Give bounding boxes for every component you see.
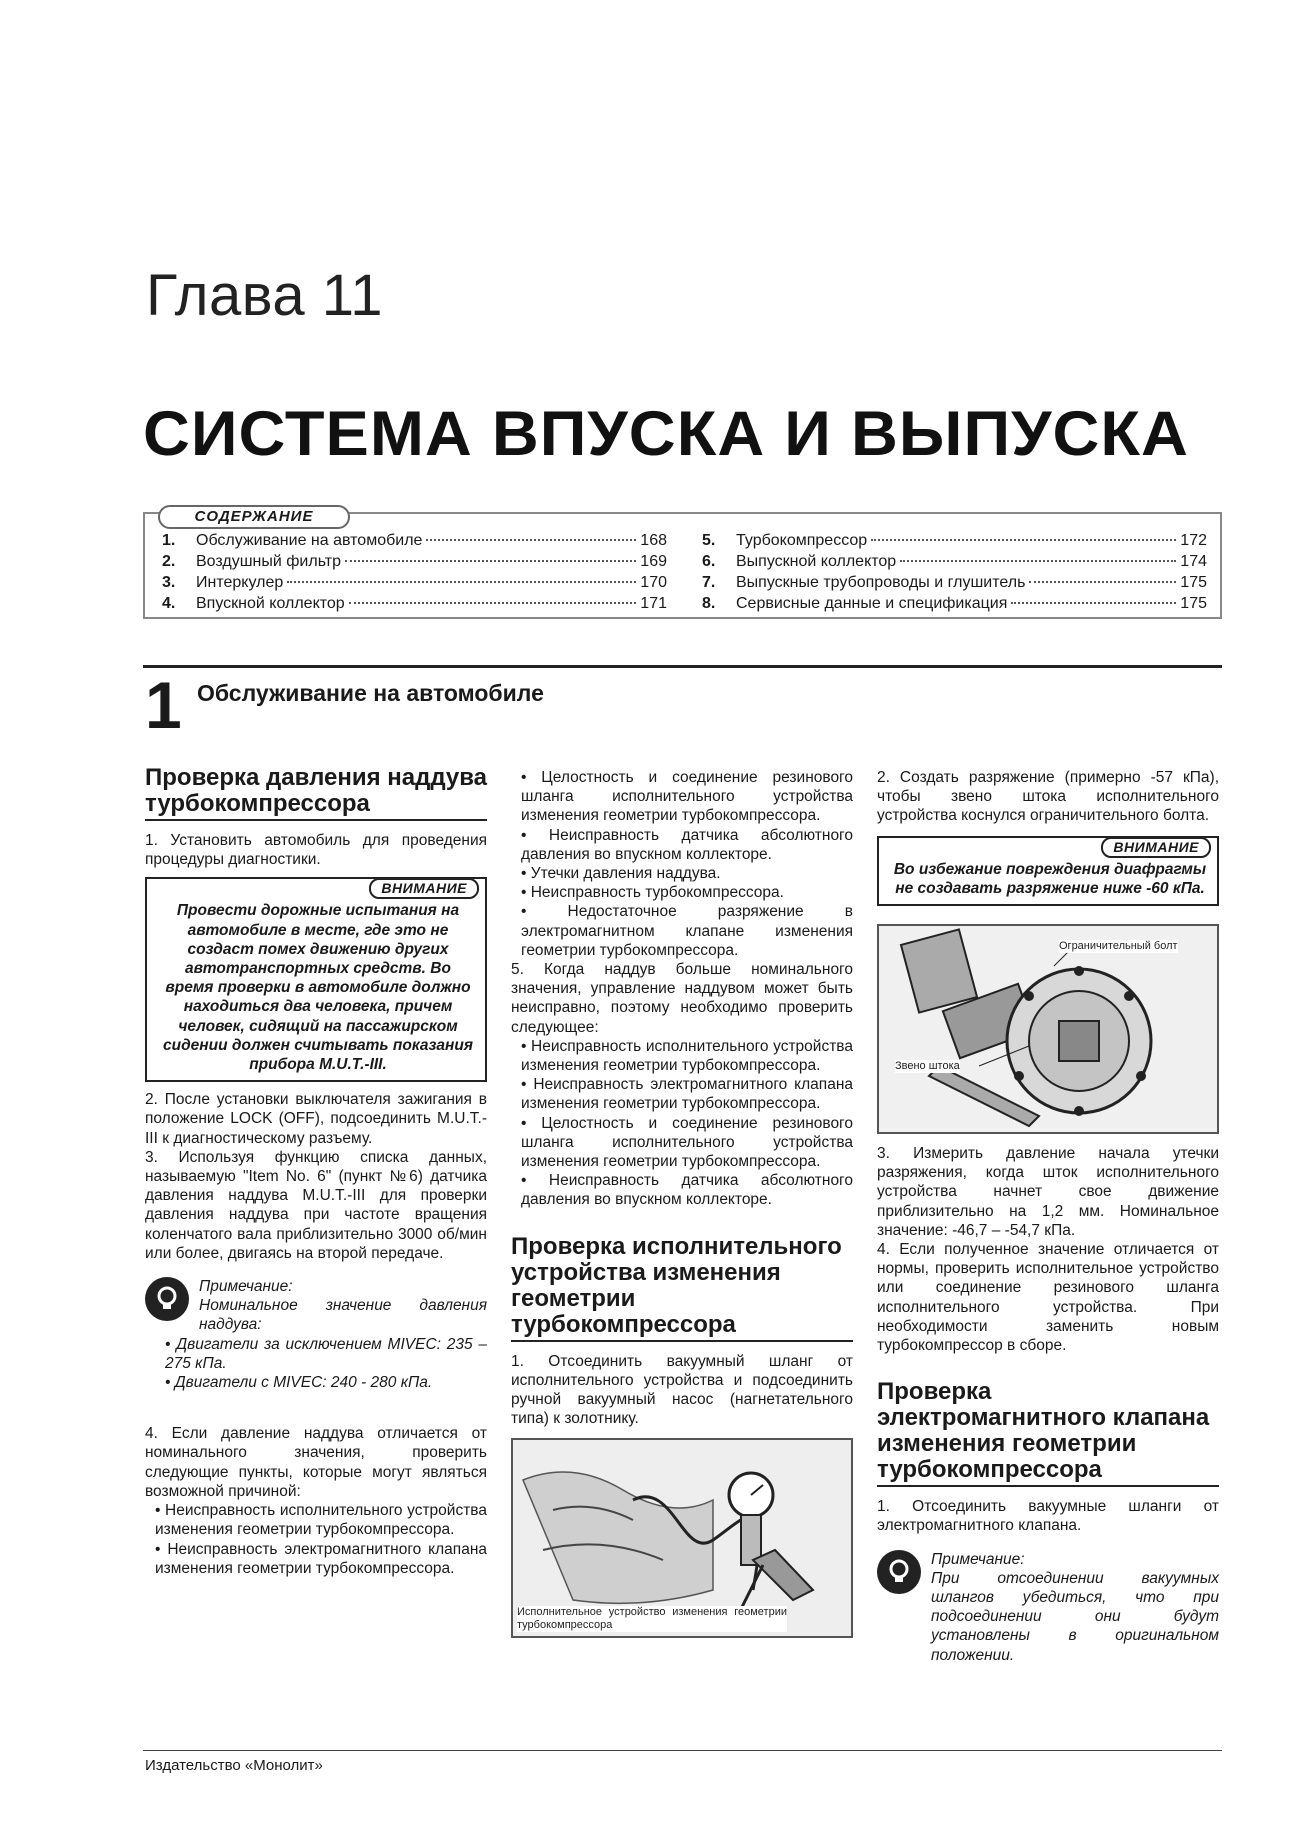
toc-dots xyxy=(1011,602,1176,604)
toc-item[interactable] xyxy=(702,551,1207,572)
toc-page: 175 xyxy=(1180,595,1207,612)
col2-heading: Проверка исполнительного устройства изменения геометрии турбокомпрессора xyxy=(511,1232,842,1338)
note-title: Примечание: xyxy=(931,1550,1025,1568)
toc-num: 7. xyxy=(702,574,716,591)
toc-heading: СОДЕРЖАНИЕ xyxy=(158,505,350,529)
toc-page: 169 xyxy=(640,553,667,570)
col1-bullet: • Неисправность исполнительного устройства изменения геометрии турбокомпрессора. xyxy=(155,1502,487,1539)
column-1 xyxy=(145,765,487,1578)
col2-bullet: • Неисправность датчика абсолютного давления во впускном коллекторе. xyxy=(521,1172,853,1209)
section-number: 1 xyxy=(145,668,182,742)
toc-dots xyxy=(345,560,636,562)
col3-heading: Проверка электромагнитного клапана изменения геометрии турбокомпрессора xyxy=(877,1378,1210,1484)
col2-bullet: • Неисправность датчика абсолютного давления во впускном коллекторе. xyxy=(521,826,853,863)
footer-rule xyxy=(143,1750,1222,1751)
lightbulb-icon xyxy=(877,1550,921,1594)
toc-left-column xyxy=(162,530,667,614)
toc-page: 168 xyxy=(640,532,667,549)
note-content xyxy=(199,1277,487,1335)
lightbulb-icon xyxy=(145,1277,189,1321)
footer-publisher: Издательство «Монолит» xyxy=(145,1757,323,1774)
col2-bullet: • Целостность и соединение резинового шланга исполнительного устройства изменения геометрии турбокомпрессора. xyxy=(521,769,853,825)
col1-p1: 1. Установить автомобиль для проведения процедуры диагностики. xyxy=(145,832,487,869)
toc-item[interactable] xyxy=(162,572,667,593)
col2-bullet: • Целостность и соединение резинового шланга исполнительного устройства изменения геометрии турбокомпрессора. xyxy=(521,1114,853,1171)
toc-num: 5. xyxy=(702,532,716,549)
toc-item[interactable] xyxy=(162,530,667,551)
toc-text: Воздушный фильтр xyxy=(196,553,342,570)
figure-label-bolt: Ограничительный болт xyxy=(1059,940,1178,953)
note-bullet: • Двигатели с MIVEC: 240 - 280 кПа. xyxy=(165,1374,433,1392)
col3-p4: 1. Отсоединить вакуумные шланги от электромагнитного клапана. xyxy=(877,1498,1219,1535)
toc-item[interactable] xyxy=(702,530,1207,551)
warning-label: ВНИМАНИЕ xyxy=(369,878,479,899)
toc-dots xyxy=(900,560,1176,562)
warning-box xyxy=(877,836,1219,906)
toc-text: Выпускной коллектор xyxy=(736,553,897,570)
toc-text: Интеркулер xyxy=(196,574,284,591)
toc-dots xyxy=(287,581,636,583)
toc-num: 2. xyxy=(162,553,176,570)
toc-page: 170 xyxy=(640,574,667,591)
col2-bullet: • Неисправность турбокомпрессора. xyxy=(521,884,784,902)
col3-p3: 4. Если полученное значение отличается от нормы, проверить исполнительное устройство или соединение резинового шланга исполнительного устройства. При необходимости заменить новым турбокомпрессор в сборе. xyxy=(877,1241,1219,1355)
toc-item[interactable] xyxy=(162,593,667,614)
toc-text: Турбокомпрессор xyxy=(736,532,868,549)
toc-num: 1. xyxy=(162,532,176,549)
heading-wrap xyxy=(877,1379,1219,1487)
warning-box xyxy=(145,877,487,1082)
note-bullets xyxy=(145,1335,487,1393)
col2-bullet: • Утечки давления наддува. xyxy=(521,865,721,883)
col1-p4: 4. Если давление наддува отличается от номинального значения, проверить следующие пункты, которые могут являться возможной причиной: xyxy=(145,1425,487,1500)
toc-dots xyxy=(426,539,636,541)
col1-p3: 3. Используя функцию списка данных, называемую "Item No. 6" (пункт №6) датчика давления наддува M.U.T.-III для проверки давления наддува при частоте вращения коленчатого вала приблизительно 3000 об/мин или более, двигаясь на второй передаче. xyxy=(145,1148,487,1262)
warning-label: ВНИМАНИЕ xyxy=(1101,837,1211,858)
section-rule xyxy=(143,665,1222,668)
column-2 xyxy=(511,768,853,1638)
note-bullet: • Двигатели за исключением MIVEC: 235 – 275 кПа. xyxy=(165,1335,487,1372)
section-title: Обслуживание на автомобиле xyxy=(197,680,544,706)
toc-page: 174 xyxy=(1180,553,1207,570)
note-block xyxy=(877,1550,1219,1665)
warning-text: Во избежание повреждения диафрагмы не создавать разряжение ниже -60 кПа. xyxy=(893,860,1207,897)
heading-wrap xyxy=(145,765,487,821)
col2-bullet: • Неисправность исполнительного устройства изменения геометрии турбокомпрессора. xyxy=(521,1037,853,1075)
toc-dots xyxy=(349,602,637,604)
toc-page: 171 xyxy=(640,595,667,612)
toc-text: Выпускные трубопроводы и глушитель xyxy=(736,574,1026,591)
note-content xyxy=(931,1550,1219,1665)
toc-dots xyxy=(1029,581,1176,583)
warning-text: Провести дорожные испытания на автомобиле в месте, где это не создаст помех движению других автотранспортных средств. Во время проверки в автомобиле должно находиться два человека, причем человек, сидящий на пассажирском сидении должен считывать показания прибора M.U.T.-III. xyxy=(163,902,473,1074)
toc-text: Обслуживание на автомобиле xyxy=(196,532,423,549)
note-block xyxy=(145,1277,487,1335)
figure-caption: Исполнительное устройство изменения геометрии турбокомпрессора xyxy=(517,1606,787,1632)
figure-illustration xyxy=(879,926,1219,1134)
figure-actuator xyxy=(877,924,1219,1134)
note-text: При отсоединении вакуумных шлангов убедиться, что при подсоединении они будут установлены в оригинальном положении. xyxy=(931,1569,1219,1664)
toc-dots xyxy=(871,539,1176,541)
figure-label-rod: Звено штока xyxy=(895,1060,960,1073)
col2-bullet: • Неисправность электромагнитного клапана изменения геометрии турбокомпрессора. xyxy=(521,1076,853,1113)
toc-text: Впускной коллектор xyxy=(196,595,345,612)
col2-bullet: • Недостаточное разряжение в электромагнитном клапане изменения геометрии турбокомпрессора. xyxy=(521,903,853,959)
figure-vacuum-pump xyxy=(511,1438,853,1638)
col1-bullet: • Неисправность электромагнитного клапана изменения геометрии турбокомпрессора. xyxy=(155,1540,487,1577)
toc-item[interactable] xyxy=(162,551,667,572)
col1-p2: 2. После установки выключателя зажигания в положение LOCK (OFF), подсоединить M.U.T.-III к диагностическому разъему. xyxy=(145,1091,487,1147)
toc-item[interactable] xyxy=(702,593,1207,614)
toc-num: 4. xyxy=(162,595,176,612)
column-3 xyxy=(877,768,1219,1665)
toc-right-column xyxy=(702,530,1207,614)
col2-p6: 1. Отсоединить вакуумный шланг от исполнительного устройства и подсоединить ручной вакуумный насос (нагнетательного типа) к золотнику. xyxy=(511,1352,853,1428)
toc-page: 172 xyxy=(1180,532,1207,549)
heading-wrap xyxy=(511,1234,853,1342)
toc-page: 175 xyxy=(1180,574,1207,591)
col3-p1: 2. Создать разряжение (примерно -57 кПа), чтобы звено штока исполнительного устройства коснулся ограничительного болта. xyxy=(877,769,1219,825)
chapter-label: Глава 11 xyxy=(146,263,383,328)
toc-num: 8. xyxy=(702,595,716,612)
toc-item[interactable] xyxy=(702,572,1207,593)
toc-num: 6. xyxy=(702,553,716,570)
note-text: Номинальное значение давления наддува: xyxy=(199,1297,487,1334)
toc-text: Сервисные данные и спецификация xyxy=(736,595,1008,612)
toc-num: 3. xyxy=(162,574,176,591)
col3-p2: 3. Измерить давление начала утечки разряжения, когда шток исполнительного устройства начнет свое движение приблизительно на 1,2 мм. Номинальное значение: -46,7 – -54,7 кПа. xyxy=(877,1145,1219,1239)
col1-heading: Проверка давления наддува турбокомпрессора xyxy=(145,764,487,817)
chapter-title: СИСТЕМА ВПУСКА И ВЫПУСКА xyxy=(143,399,1189,469)
col2-p5: 5. Когда наддув больше номинального значения, управление наддувом может быть неисправно, поэтому необходимо проверить следующее: xyxy=(511,961,853,1036)
note-title: Примечание: xyxy=(199,1278,293,1296)
